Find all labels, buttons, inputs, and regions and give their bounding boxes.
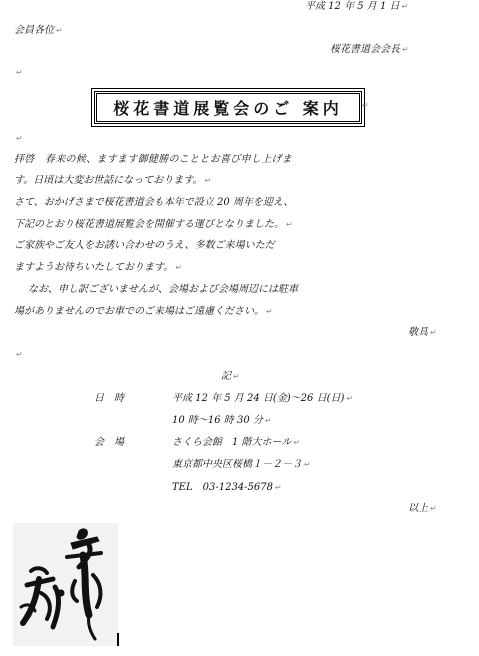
ki-line <box>221 371 240 383</box>
paragraph-mark: ↵ <box>264 416 272 425</box>
document-title-text: 桜花書道展覧会のご 案内 <box>113 99 343 118</box>
date-label: 日 時 <box>94 393 124 404</box>
paragraph-mark: ↵ <box>275 483 282 492</box>
venue-tel-text: TEL 03-1234-5678 <box>172 482 273 493</box>
detail-venue-row <box>94 437 124 449</box>
addressee-line <box>14 25 63 37</box>
paragraph-mark: ↵ <box>401 2 409 11</box>
end-text: 以上 <box>408 503 428 514</box>
closing-line <box>408 327 437 339</box>
calligraphy-brush-strokes <box>13 523 118 646</box>
body-line-text: す。日頃は大変お世話になっております。 <box>14 175 203 186</box>
body-line <box>14 154 292 166</box>
empty-line <box>14 349 23 361</box>
end-line <box>408 503 437 515</box>
note-line <box>14 306 273 318</box>
addressee-text: 会員各位 <box>14 25 54 36</box>
time-value-text: 10 時～16 時 30 分 <box>172 415 263 426</box>
body-line <box>14 197 293 209</box>
paragraph-mark: ↵ <box>430 504 437 513</box>
paragraph-mark: ↵ <box>16 350 23 359</box>
paragraph-mark: ↵ <box>402 45 409 54</box>
paragraph-mark: ↵ <box>175 263 182 272</box>
text-cursor <box>117 633 119 646</box>
detail-venue-address <box>172 459 311 471</box>
date-value-text: 平成 12 年 5 月 24 日(金)～26 日(日) <box>172 393 345 404</box>
paragraph-mark: ↵ <box>16 134 23 143</box>
empty-line <box>14 133 23 145</box>
body-line-text: 拝啓 春来の候、ますます御健勝のこととお喜び申し上げま <box>14 154 293 165</box>
ki-text: 記 <box>221 371 231 382</box>
detail-venue-tel <box>172 482 282 494</box>
closing-text: 敬具 <box>408 327 428 338</box>
body-line <box>14 262 182 274</box>
paragraph-mark: ↵ <box>204 176 212 185</box>
paragraph-mark: ↵ <box>430 328 437 337</box>
paragraph-mark: ↵ <box>304 460 311 469</box>
venue-address-text: 東京都中央区桜橋１－２－３ <box>172 459 302 470</box>
paragraph-mark: ↵ <box>233 372 240 381</box>
sender-line <box>330 44 409 56</box>
detail-venue-name <box>172 437 300 449</box>
body-line <box>14 240 275 252</box>
date-text: 平成 12 年 5 月 1 日 <box>305 1 400 12</box>
body-line-text: 下記のとおり桜花書道展覧会を開催する運びとなりました。 <box>14 219 284 230</box>
detail-time-value <box>172 415 272 427</box>
venue-name-text: さくら会館 1 階大ホール <box>172 437 292 448</box>
calligraphy-image <box>13 523 118 646</box>
paragraph-mark: ↵ <box>362 101 369 110</box>
body-line-text: ますようお待ちいたしております。 <box>14 262 174 273</box>
date-line <box>305 1 408 13</box>
note-line-text: 場がありませんのでお車でのご来場はご遠慮ください。 <box>14 306 264 317</box>
detail-date-row <box>94 393 124 405</box>
paragraph-mark: ↵ <box>286 220 293 229</box>
paragraph-mark: ↵ <box>16 68 23 77</box>
paragraph-mark: ↵ <box>293 438 301 447</box>
paragraph-mark: ↵ <box>346 394 354 403</box>
venue-label: 会 場 <box>94 437 124 448</box>
body-line-text: ご家族やご友人をお誘い合わせのうえ、多数ご来場いただ <box>14 240 275 251</box>
paragraph-mark: ↵ <box>56 26 63 35</box>
body-line <box>14 175 211 187</box>
sender-text: 桜花書道会会長 <box>330 44 400 55</box>
empty-line <box>14 67 23 79</box>
document-title <box>94 91 362 124</box>
body-line-text: さて、おかげさまで桜花書道会も本年で設立 20 周年を迎え、 <box>14 197 294 208</box>
note-line <box>28 284 298 296</box>
note-line-text: なお、申し訳ございませんが、会場および会場周辺には駐車 <box>28 284 298 295</box>
paragraph-mark: ↵ <box>266 307 273 316</box>
detail-date-value <box>172 393 353 405</box>
body-line <box>14 219 293 231</box>
